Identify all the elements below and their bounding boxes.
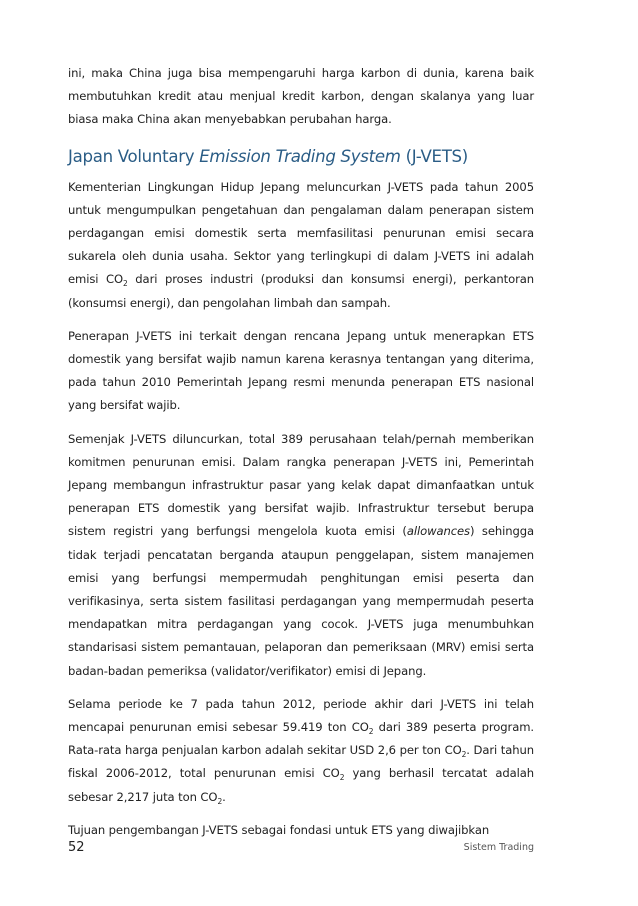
subscript: 2 (123, 279, 128, 289)
subscript: 2 (339, 773, 345, 783)
heading-part-3: (J-VETS) (400, 146, 468, 166)
paragraph-text: ) sehingga tidak terjadi pencatatan berganda ataupun penggelapan, sistem manajemen emisi yang berfungsi mempermudah penghitungan emisi peserta dan verifikasinya, serta sistem fasilitasi perdagangan yang mempermudah peserta mendapatkan mitra perdagangan yang cocok. J-VETS juga menumbuhkan standarisasi sistem pemantauan, pelaporan dan pemeriksaan (MRV) emisi serta badan-badan pemeriksa (validator/verifikator) emisi di Jepang. (68, 524, 535, 678)
paragraph-text: Selama periode ke 7 pada tahun 2012, periode akhir dari J-VETS ini telah mencapai penurunan emisi sebesar 59.419 ton CO (68, 696, 534, 735)
page-number: 52 (68, 840, 85, 855)
paragraph-text: dari proses industri (produksi dan konsumsi energi), perkantoran (konsumsi energi), dan pengolahan limbah dan sampah. (68, 272, 534, 310)
paragraph-intro-continued (68, 62, 534, 132)
running-title: Sistem Trading (463, 842, 534, 853)
paragraph-jvets-launch (68, 176, 534, 315)
paragraph-text: Tujuan pengembangan J-VETS sebagai fondasi untuk ETS yang diwajibkan (68, 822, 490, 837)
paragraph-text: . (222, 789, 226, 804)
heading-part-1: Japan Voluntary (68, 146, 200, 166)
page-footer (68, 840, 534, 860)
paragraph-text: Penerapan J-VETS ini terkait dengan rencana Jepang untuk menerapkan ETS domestik yang bersifat wajib namun karena kerasnya tentangan yang diterima, pada tahun 2010 Pemerintah Jepang resmi menunda penerapan ETS nasional yang bersifat wajib. (68, 328, 534, 413)
paragraph-text: dari 389 peserta program. Rata-rata harga penjualan karbon adalah sekitar USD 2,6 per ton CO (68, 720, 534, 758)
paragraph-text: Kementerian Lingkungan Hidup Jepang meluncurkan J-VETS pada tahun 2005 untuk mengumpulkan pengetahuan dan pengalaman dalam penerapan sistem perdagangan emisi domestik serta memfasilitasi penurunan emisi secara sukarela oleh dunia usaha. Sektor yang terlingkupi di dalam J-VETS ini adalah emisi CO (68, 179, 534, 287)
page-body (68, 62, 534, 852)
paragraph-text: ini, maka China juga bisa mempengaruhi harga karbon di dunia, karena baik membutuhkan kredit atau menjual kredit karbon, dengan skalanya yang luar biasa maka China akan menyebabkan perubahan harga. (68, 66, 534, 127)
paragraph-text: Semenjak J-VETS diluncurkan, total 389 perusahaan telah/pernah memberikan komitmen penurunan emisi. Dalam rangka penerapan J-VETS ini, Pemerintah Jepang membangun infrastruktur pasar yang kelak dapat dimanfaatkan untuk penerapan ETS domestik yang bersifat wajib. Infrastruktur tersebut berupa sistem registri yang berfungsi mengelola kuota emisi ( (68, 431, 534, 539)
paragraph-text: yang berhasil tercatat adalah sebesar 2,217 juta ton CO (68, 766, 534, 804)
paragraph-jvets-results (68, 693, 534, 809)
paragraph-italic: allowances (406, 524, 470, 539)
paragraph-jvets-mandatory-ets (68, 325, 534, 418)
paragraph-jvets-infrastructure (68, 428, 534, 683)
section-heading (68, 146, 534, 168)
subscript: 2 (368, 727, 374, 737)
subscript: 2 (217, 796, 223, 806)
paragraph-text: . Dari tahun fiskal 2006-2012, total penurunan emisi CO (68, 743, 534, 781)
heading-part-2: Emission Trading System (199, 146, 401, 166)
subscript: 2 (461, 750, 467, 760)
paragraph-jvets-goal (68, 819, 534, 842)
